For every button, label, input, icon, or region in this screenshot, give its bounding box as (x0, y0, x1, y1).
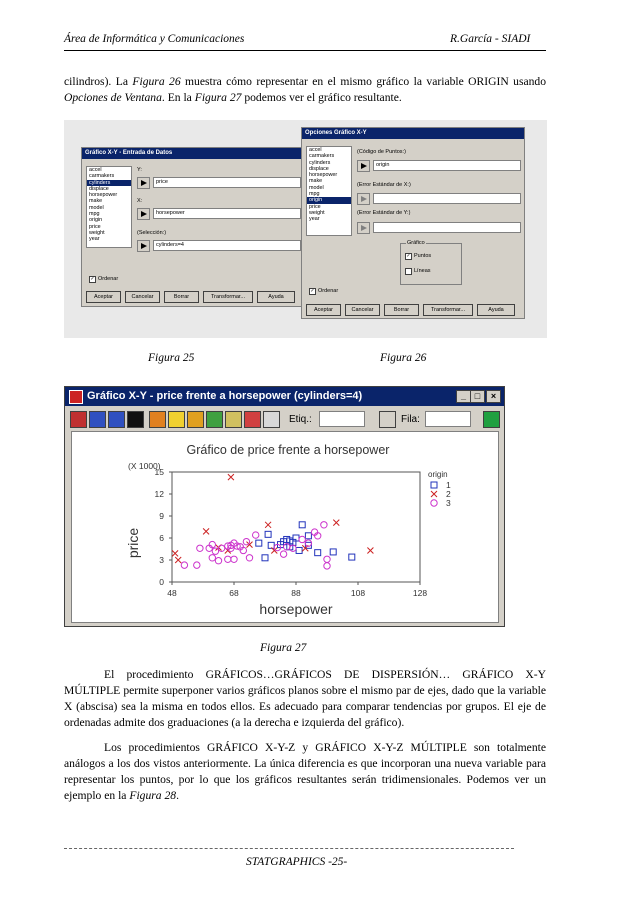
fila-field[interactable] (425, 411, 471, 427)
selection-label: (Selección:) (137, 230, 167, 236)
y-tick-label: 9 (159, 511, 164, 521)
scatter-point-origin-1 (305, 533, 311, 539)
variable-list[interactable] (86, 166, 132, 248)
dialog-entrada-datos (81, 147, 304, 307)
tb-save-results-icon[interactable] (149, 411, 166, 428)
legend-label: 2 (446, 489, 451, 499)
dialog-opciones-grafico (301, 127, 525, 319)
variable-list-item[interactable]: carmakers (89, 173, 115, 180)
points-label: Puntos (414, 253, 432, 259)
variable-list-item[interactable]: carmakers (309, 153, 335, 160)
y-arrow-button[interactable] (137, 177, 150, 189)
scatter-point-origin-2 (203, 528, 209, 534)
variable-list-item[interactable]: cylinders (309, 159, 331, 166)
error-y-arrow-button[interactable] (357, 222, 370, 234)
scatter-point-origin-3 (181, 562, 187, 568)
scatter-point-origin-1 (315, 550, 321, 556)
intro-text-1: cilindros). La (64, 75, 133, 88)
y-axis-title: price (125, 527, 141, 559)
variable-list-item[interactable]: make (309, 178, 323, 185)
scatter-point-origin-2 (172, 550, 178, 556)
sort-checkbox[interactable]: ✓ (90, 276, 95, 282)
intro-paragraph (64, 74, 546, 106)
window-title-bar (65, 387, 504, 406)
scatter-point-origin-3 (280, 551, 286, 557)
plot-frame (172, 472, 420, 582)
legend-marker-3 (431, 500, 437, 506)
codes-arrow-button[interactable] (357, 160, 370, 172)
variable-list-item[interactable]: cylinders (87, 180, 131, 186)
maximize-icon[interactable]: □ (470, 390, 485, 403)
clear-button[interactable]: Borrar (164, 291, 199, 303)
minimize-icon[interactable]: _ (456, 390, 471, 403)
x-axis-title: horsepower (259, 601, 333, 617)
scatter-point-origin-3 (246, 555, 252, 561)
scatter-point-origin-2 (265, 522, 271, 528)
tb-smooth-icon[interactable] (225, 411, 242, 428)
intro-figure-26-ref: Figura 26 (132, 75, 181, 88)
points-checkbox[interactable]: ✓ (406, 253, 411, 259)
variable-list[interactable] (306, 146, 352, 236)
variable-list-item[interactable]: origin (89, 217, 103, 224)
help-button[interactable]: Ayuda (477, 304, 515, 316)
variable-list-item[interactable]: weight (89, 229, 105, 236)
codes-field[interactable]: origin (373, 160, 521, 171)
tb-graphic-options-icon[interactable] (127, 411, 144, 428)
variable-list-item[interactable]: accel (89, 167, 102, 173)
variable-list-item[interactable]: model (309, 184, 324, 191)
cancel-button[interactable]: Cancelar (345, 304, 380, 316)
cancel-button[interactable]: Cancelar (125, 291, 160, 303)
legend-label: 1 (446, 480, 451, 490)
header-rule (64, 50, 546, 51)
tb-find-icon[interactable] (483, 411, 500, 428)
clear-button[interactable]: Borrar (384, 304, 419, 316)
accept-button[interactable]: Aceptar (86, 291, 121, 303)
intro-opciones-ref: Opciones de Ventana (64, 91, 162, 104)
scatter-point-origin-3 (253, 532, 259, 538)
scatter-chart (72, 432, 498, 622)
scatter-point-origin-3 (243, 538, 249, 544)
dialog-25-title: Gráfico X-Y - Entrada de Datos (82, 148, 303, 159)
scatter-point-origin-3 (324, 556, 330, 562)
sort-checkbox[interactable]: ✓ (310, 288, 315, 294)
caption-figure-27: Figura 27 (260, 642, 307, 654)
legend-label: 3 (446, 498, 451, 508)
error-x-arrow-button[interactable] (357, 193, 370, 205)
caption-figure-26: Figura 26 (380, 352, 427, 364)
tb-tabular-options-icon[interactable] (108, 411, 125, 428)
variable-list-item[interactable]: origin (307, 197, 351, 203)
graph-group-label: Gráfico (407, 240, 425, 246)
tb-brush-icon[interactable] (168, 411, 185, 428)
variable-list-item[interactable]: price (309, 203, 321, 210)
tb-exclude-icon[interactable] (206, 411, 223, 428)
help-button[interactable]: Ayuda (257, 291, 295, 303)
caption-figure-25: Figura 25 (148, 352, 195, 364)
body-paragraph-2 (64, 740, 546, 804)
x-tick-label: 48 (167, 588, 177, 598)
body-paragraph-2-end: . (176, 789, 179, 802)
tb-analysis-options-icon[interactable] (89, 411, 106, 428)
tb-rotate-icon[interactable] (244, 411, 261, 428)
y-tick-label: 0 (159, 577, 164, 587)
body-paragraph-2-text: Los procedimientos GRÁFICO X-Y-Z y GRÁFICO X-Y-Z MÚLTIPLE son totalmente análogos a los dos vistos anteriormente. La única diferencia es que incorporan una nueva variable para representar los puntos, por lo que los gráficos resultantes serán tridimensionales. Podemos ver un ejemplo en la (64, 741, 546, 802)
scatter-point-origin-3 (194, 562, 200, 568)
running-header-left: Área de Informática y Comunicaciones (64, 33, 245, 45)
scatter-point-origin-1 (330, 549, 336, 555)
selection-field[interactable]: cylinders=4 (153, 240, 301, 251)
scatter-point-origin-1 (265, 531, 271, 537)
figure-25-26-panel (64, 120, 547, 338)
tb-search-icon[interactable] (379, 411, 396, 428)
window-title: Gráfico X-Y - price frente a horsepower (cylinders=4) (87, 390, 363, 402)
page-footer: STATGRAPHICS -25- (246, 856, 348, 868)
scatter-plot-window (64, 386, 505, 627)
variable-list-item[interactable]: horsepower (309, 172, 338, 179)
intro-text-2: muestra cómo representar en el mismo gráfico la variable ORIGIN usando (180, 75, 547, 88)
variable-list-item[interactable]: mpg (89, 211, 100, 218)
x-label: X: (137, 198, 143, 204)
scatter-point-origin-3 (212, 548, 218, 554)
variable-list-item[interactable]: horsepower (89, 192, 118, 199)
etiq-field[interactable] (319, 411, 365, 427)
body-paragraph-1: El procedimiento GRÁFICOS…GRÁFICOS DE DISPERSIÓN… GRÁFICO X-Y MÚLTIPLE permite superponer varios gráficos planos sobre el mismo par de ejes, dado que la variable X (abscisa) sea la misma en todos ellos. Es adecuado para comparar tendencias por grupos. El eje de ordenadas admite dos graduaciones (a la derecha e izquierda del gráfico). (64, 668, 546, 729)
variable-list-item[interactable]: year (309, 216, 320, 223)
variable-list-item[interactable]: displace (89, 185, 109, 192)
y-tick-label: 15 (154, 467, 164, 477)
y-field[interactable]: price (153, 177, 301, 188)
scatter-point-origin-3 (321, 522, 327, 528)
transform-button[interactable]: Transformar... (203, 291, 253, 303)
plot-area (71, 431, 499, 623)
scatter-point-origin-1 (256, 540, 262, 546)
transform-button[interactable]: Transformar... (423, 304, 473, 316)
y-tick-label: 6 (159, 533, 164, 543)
scatter-point-origin-1 (268, 542, 274, 548)
selection-arrow-button[interactable] (137, 240, 150, 252)
intro-figure-27-ref: Figura 27 (194, 91, 242, 104)
scatter-point-origin-2 (333, 520, 339, 526)
x-tick-label: 88 (291, 588, 301, 598)
scatter-point-origin-3 (197, 545, 203, 551)
scatter-point-origin-1 (299, 522, 305, 528)
codes-label: (Código de Puntos:) (357, 149, 406, 155)
sort-label: Ordenar (318, 288, 339, 294)
y-label: Y: (137, 167, 142, 173)
intro-text-4: podemos ver el gráfico resultante. (241, 91, 402, 104)
scatter-point-origin-3 (215, 558, 221, 564)
legend-marker-2 (431, 491, 437, 497)
scatter-point-origin-1 (349, 554, 355, 560)
tb-jitter-icon[interactable] (187, 411, 204, 428)
tb-input-dialog-icon[interactable] (70, 411, 87, 428)
graph-group-box (400, 243, 462, 285)
variable-list-item[interactable]: price (89, 223, 101, 230)
legend-marker-1 (431, 482, 437, 488)
scatter-point-origin-3 (299, 536, 305, 542)
variable-list-item[interactable]: model (89, 204, 104, 211)
sort-label: Ordenar (98, 276, 119, 282)
scatter-point-origin-1 (296, 547, 302, 553)
y-tick-label: 3 (159, 555, 164, 565)
running-header-right: R.García - SIADI (450, 33, 531, 45)
intro-text-3: . En la (161, 91, 195, 104)
scatter-point-origin-3 (231, 556, 237, 562)
scatter-point-origin-3 (209, 555, 215, 561)
variable-list-item[interactable]: accel (309, 147, 322, 153)
error-x-field[interactable] (373, 193, 521, 204)
dialog-26-title: Opciones Gráfico X-Y (302, 128, 524, 139)
x-tick-label: 128 (412, 588, 428, 598)
scatter-point-origin-3 (225, 556, 231, 562)
legend-title: origin (428, 470, 448, 479)
error-x-label: (Error Estándar de X:) (357, 182, 411, 188)
x-tick-label: 108 (350, 588, 366, 598)
variable-list-item[interactable]: mpg (309, 191, 320, 198)
error-y-label: (Error Estándar de Y:) (357, 210, 411, 216)
x-tick-label: 68 (229, 588, 239, 598)
lines-label: Líneas (414, 268, 431, 274)
variable-list-item[interactable]: year (89, 236, 100, 243)
app-icon (69, 390, 83, 404)
body-figure-28-ref: Figura 28 (129, 789, 177, 802)
y-tick-label: 12 (154, 489, 164, 499)
y-multiplier-label: (X 1000) (128, 461, 161, 471)
variable-list-item[interactable]: displace (309, 165, 329, 172)
fila-label: Fila: (401, 414, 420, 425)
scatter-point-origin-2 (175, 557, 181, 563)
x-arrow-button[interactable] (137, 208, 150, 220)
accept-button[interactable]: Aceptar (306, 304, 341, 316)
scatter-point-origin-2 (228, 474, 234, 480)
x-field[interactable]: horsepower (153, 208, 301, 219)
etiq-label: Etiq.: (289, 414, 312, 425)
scatter-point-origin-3 (324, 563, 330, 569)
error-y-field[interactable] (373, 222, 521, 233)
footer-rule (64, 848, 514, 849)
tb-locate-icon[interactable] (263, 411, 280, 428)
chart-title: Gráfico de price frente a horsepower (186, 443, 390, 457)
scatter-point-origin-2 (367, 547, 373, 553)
lines-checkbox[interactable] (405, 268, 412, 275)
variable-list-item[interactable]: make (89, 198, 103, 205)
close-icon[interactable]: × (486, 390, 501, 403)
variable-list-item[interactable]: weight (309, 209, 325, 216)
scatter-point-origin-1 (262, 555, 268, 561)
